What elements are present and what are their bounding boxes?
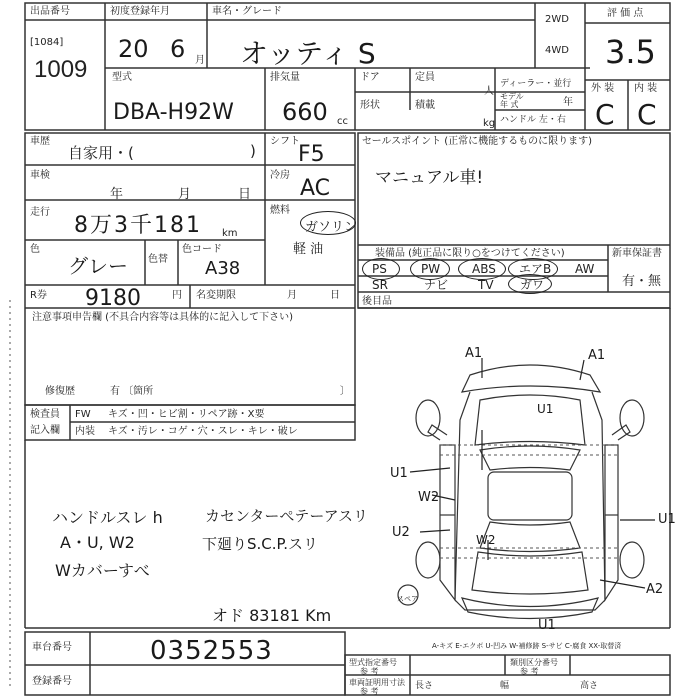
damage-u1-left-fender: U1 <box>390 466 408 481</box>
fw-label: FW <box>75 409 91 420</box>
ac-label: 冷房 <box>270 170 290 181</box>
interior-check-items: キズ・汚レ・コゲ・穴・スレ・キレ・破レ <box>108 426 298 437</box>
km-unit: km <box>222 228 238 239</box>
equip-aw: AW <box>575 262 595 276</box>
damage-a1-front-right: A1 <box>588 348 606 363</box>
kg-unit: kg <box>483 118 496 129</box>
model-year-label-1: モデル <box>500 92 524 101</box>
equip-gawa: ガワ <box>520 278 545 292</box>
equip-pw: PW <box>421 262 441 276</box>
damage-u2-left-rear: U2 <box>392 525 410 540</box>
note-left-2: A・U, W2 <box>60 533 135 552</box>
damage-u1-hood: U1 <box>537 402 554 416</box>
cc-unit: cc <box>337 116 348 127</box>
width-label: 幅 <box>500 681 510 691</box>
shift-value: F5 <box>298 142 325 167</box>
lot-number: 1009 <box>34 56 88 83</box>
repair-value: 有 〔箇所 <box>110 386 154 397</box>
model: DBA-H92W <box>113 100 234 125</box>
category-ref: 参 考 <box>520 667 539 676</box>
exterior-label: 外 装 <box>591 83 615 94</box>
history-close: ) <box>250 142 256 160</box>
score-label: 評 価 点 <box>607 8 644 19</box>
door-label: ドア <box>360 72 380 83</box>
month-unit: 月 <box>195 55 205 66</box>
car-name: オッティ S <box>240 37 376 70</box>
damage-w2-roof: W2 <box>476 533 496 547</box>
fuel-gasoline: ガソリン <box>305 220 358 235</box>
reg-month: 月 <box>287 290 297 301</box>
exterior-grade: C <box>595 98 615 131</box>
mileage-value: 8万3千181 <box>74 213 202 238</box>
notes-label: 注意事項申告欄 (不具合内容等は具体的に記入して下さい) <box>32 312 293 323</box>
yen-unit: 円 <box>172 290 182 301</box>
history-label: 車歴 <box>30 136 50 147</box>
spare-label: スペア <box>397 595 418 603</box>
equip-tv: TV <box>478 278 494 292</box>
damage-u1-rear: U1 <box>538 618 556 633</box>
inspector-label-2: 記入欄 <box>30 425 60 436</box>
dims-label: 車両証明用寸法 <box>349 678 405 687</box>
warranty-value: 有・無 <box>622 274 662 289</box>
inspection-year: 年 <box>110 187 124 202</box>
color-value: グレー <box>68 254 128 278</box>
length-label: 長さ <box>415 681 434 691</box>
dealer-label: ディーラー・並行 <box>500 79 572 89</box>
damage-a2-rear-right: A2 <box>646 582 664 597</box>
drive-4wd: 4WD <box>545 45 569 56</box>
equip-navi: ナビ <box>424 278 449 292</box>
category-label: 類別区分番号 <box>510 658 558 667</box>
note-right-1: カセンターぺテーアスリ <box>205 507 369 525</box>
color-code-value: A38 <box>205 258 241 279</box>
recycle-label: R券 <box>30 290 47 301</box>
damage-u1-right: U1 <box>658 512 676 527</box>
inspection-label: 車検 <box>30 170 50 181</box>
equip-ps: PS <box>372 262 387 276</box>
shape-label: 形状 <box>360 100 380 111</box>
equip-sr: SR <box>372 278 388 292</box>
recycle-value: 9180 <box>85 286 141 311</box>
shift-label: シフト <box>270 136 300 147</box>
score: 3.5 <box>605 33 656 71</box>
chassis-label: 車台番号 <box>32 642 72 653</box>
model-year-label-2: 年 式 <box>500 100 519 109</box>
load-label: 積載 <box>415 100 435 111</box>
sales-point-label: セールスポイント (正常に機能するものに限ります) <box>362 136 593 147</box>
inspector-label-1: 検査員 <box>30 409 60 420</box>
note-right-2: 下廻りS.C.P.スリ <box>202 535 319 553</box>
first-reg-year: 20 <box>118 35 149 63</box>
damage-legend: A-キズ E-エクボ U-凹み W-補修跡 S-サビ C-腐食 XX-取替済 <box>432 642 622 650</box>
equipment-label: 装備品 (純正品に限り○をつけてください) <box>375 248 565 259</box>
height-label: 高さ <box>580 681 599 691</box>
note-right-3: オド 83181 Km <box>212 606 332 625</box>
note-left-3: Wカバーすべ <box>55 561 150 580</box>
first-reg-month: 6 <box>170 35 186 63</box>
fw-items: キズ・凹・ヒビ割・リペア跡・X要 <box>108 409 265 420</box>
inspection-month: 月 <box>178 187 192 202</box>
warranty-label: 新車保証書 <box>612 248 662 259</box>
equip-abs: ABS <box>472 262 496 276</box>
reg-number-label: 登録番号 <box>32 676 72 687</box>
interior-label: 内 装 <box>634 83 658 94</box>
person-unit: 人 <box>484 86 494 97</box>
fuel-label: 燃料 <box>270 205 290 216</box>
color-label: 色 <box>30 244 40 255</box>
lot-code: [1084] <box>30 37 64 48</box>
mileage-label: 走行 <box>30 207 50 218</box>
sales-point-text: マニュアル車! <box>375 168 484 188</box>
inspection-day: 日 <box>238 187 252 202</box>
drive-2wd: 2WD <box>545 14 569 25</box>
seat-label: 後目品 <box>362 296 392 307</box>
damage-a1-front-left: A1 <box>465 346 483 361</box>
interior-check-label: 内装 <box>75 426 95 437</box>
lot-label: 出品番号 <box>30 6 70 17</box>
fuel-diesel: 軽 油 <box>293 242 324 257</box>
equip-airbag: エアB <box>519 262 552 276</box>
type-cert-ref: 参 考 <box>360 667 379 676</box>
color-code-label: 色コード <box>182 244 222 255</box>
reg-day: 日 <box>330 290 340 301</box>
note-left-1: ハンドルスレ h <box>52 508 163 527</box>
dims-ref: 参 考 <box>360 687 379 696</box>
displacement-label: 排気量 <box>270 72 300 83</box>
first-reg-label: 初度登録年月 <box>110 6 170 17</box>
history-value: 自家用・( <box>68 144 134 162</box>
repair-label: 修復歴 <box>45 386 75 397</box>
registration-period-label: 名変期限 <box>196 290 236 301</box>
ac-value: AC <box>300 176 331 201</box>
year-unit: 年 <box>563 97 573 108</box>
type-cert-label: 型式指定番号 <box>349 658 397 667</box>
repair-close: 〕 <box>340 386 350 397</box>
chassis-value: 0352553 <box>150 636 273 666</box>
displacement: 660 <box>282 98 328 126</box>
model-label: 型式 <box>112 72 132 83</box>
interior-grade: C <box>637 98 657 131</box>
car-name-label: 車名・グレード <box>212 6 282 17</box>
color-change-label: 色替 <box>148 254 168 265</box>
damage-w2-left-door: W2 <box>418 490 440 505</box>
capacity-label: 定員 <box>415 72 435 83</box>
handle-label: ハンドル 左・右 <box>500 115 566 125</box>
